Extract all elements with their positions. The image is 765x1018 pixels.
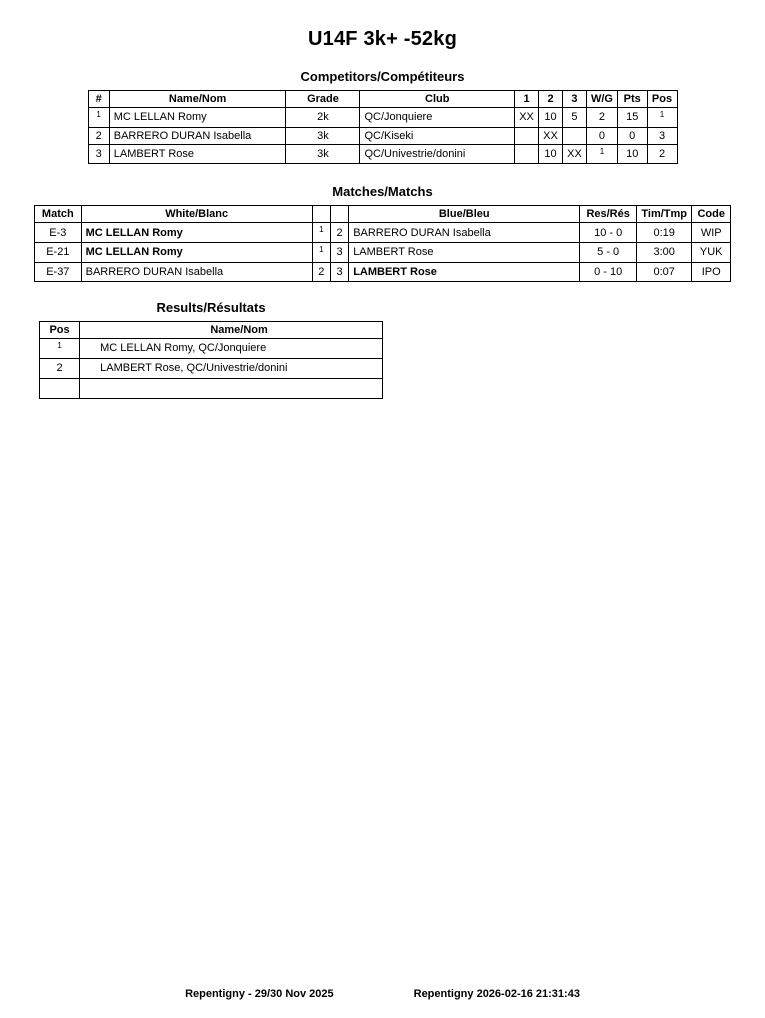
- column-header-blue-num: [330, 206, 348, 223]
- table-row: [88, 108, 677, 128]
- column-header-blue: Blue/Bleu: [349, 206, 580, 223]
- competitor-num: 3: [88, 144, 109, 164]
- match-time: 0:19: [637, 223, 692, 243]
- match-result: 0 - 10: [580, 262, 637, 281]
- match-white-name: BARRERO DURAN Isabella: [81, 262, 312, 281]
- competitor-match-2: 10: [539, 144, 563, 164]
- competitors-table-wrap: [88, 90, 678, 164]
- competitor-num: [88, 108, 109, 128]
- column-header-num: #: [88, 91, 109, 108]
- match-white-num: [312, 242, 330, 262]
- competitor-num-value: 1: [96, 110, 101, 119]
- table-row: [40, 358, 383, 378]
- column-header-m1: 1: [515, 91, 539, 108]
- table-header-row: [35, 206, 731, 223]
- results-heading: Results/Résultats: [156, 299, 266, 315]
- results-block: [39, 300, 383, 399]
- table-header-row: [40, 321, 383, 338]
- match-blue-num: 2: [330, 223, 348, 243]
- match-id: E-3: [35, 223, 82, 243]
- column-header-name: Name/Nom: [80, 321, 383, 338]
- table-row: [35, 242, 731, 262]
- matches-table: [34, 205, 731, 281]
- competitor-grade: 3k: [286, 144, 360, 164]
- competitor-pts: 0: [617, 127, 647, 144]
- competitor-match-1: XX: [515, 108, 539, 128]
- competitor-wg-value: 1: [599, 146, 605, 156]
- result-pos: 2: [40, 358, 80, 378]
- competitor-match-2: 10: [539, 108, 563, 128]
- competitor-wg: [586, 144, 617, 164]
- match-white-num: [312, 223, 330, 243]
- match-id: E-21: [35, 242, 82, 262]
- column-header-tim: Tim/Tmp: [637, 206, 692, 223]
- competitor-name: LAMBERT Rose: [109, 144, 286, 164]
- page-title: U14F 3k+ -52kg: [308, 28, 457, 50]
- table-row: [88, 127, 677, 144]
- match-blue-name: BARRERO DURAN Isabella: [349, 223, 580, 243]
- match-blue-name: LAMBERT Rose: [349, 242, 580, 262]
- result-pos-value: 1: [57, 340, 62, 350]
- column-header-code: Code: [692, 206, 731, 223]
- competitor-pts: 15: [617, 108, 647, 128]
- column-header-pos: Pos: [647, 91, 677, 108]
- table-row: [35, 262, 731, 281]
- match-result: 5 - 0: [580, 242, 637, 262]
- result-name: [80, 378, 383, 398]
- competitor-club: QC/Univestrie/donini: [360, 144, 515, 164]
- footer-event: Repentigny - 29/30 Nov 2025: [185, 988, 334, 1000]
- match-blue-num: 3: [330, 242, 348, 262]
- match-time: 0:07: [637, 262, 692, 281]
- result-pos: [40, 338, 80, 358]
- competitor-grade: 3k: [286, 127, 360, 144]
- table-row: [40, 338, 383, 358]
- match-code: WIP: [692, 223, 731, 243]
- competitor-match-1: [515, 127, 539, 144]
- column-header-wg: W/G: [586, 91, 617, 108]
- column-header-res: Res/Rés: [580, 206, 637, 223]
- match-code: YUK: [692, 242, 731, 262]
- competitors-table: [88, 90, 678, 164]
- match-blue-num: 3: [330, 262, 348, 281]
- match-white-name: MC LELLAN Romy: [81, 242, 312, 262]
- matches-table-wrap: [34, 205, 731, 281]
- result-pos: [40, 378, 80, 398]
- competitor-name: MC LELLAN Romy: [109, 108, 286, 128]
- result-name: MC LELLAN Romy, QC/Jonquiere: [80, 338, 383, 358]
- result-name: LAMBERT Rose, QC/Univestrie/donini: [80, 358, 383, 378]
- column-header-grade: Grade: [286, 91, 360, 108]
- competitor-match-3: 5: [562, 108, 586, 128]
- competitor-num: 2: [88, 127, 109, 144]
- column-header-white-num: [312, 206, 330, 223]
- table-row: [88, 144, 677, 164]
- match-white-num: 2: [312, 262, 330, 281]
- column-header-club: Club: [360, 91, 515, 108]
- competitor-club: QC/Kiseki: [360, 127, 515, 144]
- column-header-pts: Pts: [617, 91, 647, 108]
- match-time: 3:00: [637, 242, 692, 262]
- table-row: [35, 223, 731, 243]
- competitor-match-3: XX: [562, 144, 586, 164]
- competitor-grade: 2k: [286, 108, 360, 128]
- matches-heading: Matches/Matchs: [332, 184, 433, 200]
- table-header-row: [88, 91, 677, 108]
- competitor-pos: 3: [647, 127, 677, 144]
- match-white-num-value: 1: [319, 225, 324, 235]
- competitor-match-2: XX: [539, 127, 563, 144]
- competitor-wg: 2: [586, 108, 617, 128]
- match-code: IPO: [692, 262, 731, 281]
- column-header-name: Name/Nom: [109, 91, 286, 108]
- column-header-m2: 2: [539, 91, 563, 108]
- results-table: [39, 321, 383, 399]
- column-header-match: Match: [35, 206, 82, 223]
- competitor-club: QC/Jonquiere: [360, 108, 515, 128]
- column-header-white: White/Blanc: [81, 206, 312, 223]
- competitor-name: BARRERO DURAN Isabella: [109, 127, 286, 144]
- competitor-pos: 2: [647, 144, 677, 164]
- match-white-num-value: 1: [319, 244, 324, 254]
- competitor-wg: 0: [586, 127, 617, 144]
- competitor-match-1: [515, 144, 539, 164]
- competitor-pos-value: 1: [659, 110, 665, 119]
- competitor-match-3: [562, 127, 586, 144]
- competitor-pts: 10: [617, 144, 647, 164]
- competitors-heading: Competitors/Compétiteurs: [300, 69, 465, 84]
- table-row: [40, 378, 383, 398]
- column-header-pos: Pos: [40, 321, 80, 338]
- match-blue-name: LAMBERT Rose: [349, 262, 580, 281]
- match-result: 10 - 0: [580, 223, 637, 243]
- match-id: E-37: [35, 262, 82, 281]
- competitor-pos: [647, 108, 677, 128]
- match-white-name: MC LELLAN Romy: [81, 223, 312, 243]
- footer-timestamp: Repentigny 2026-02-16 21:31:43: [413, 988, 580, 1000]
- column-header-m3: 3: [562, 91, 586, 108]
